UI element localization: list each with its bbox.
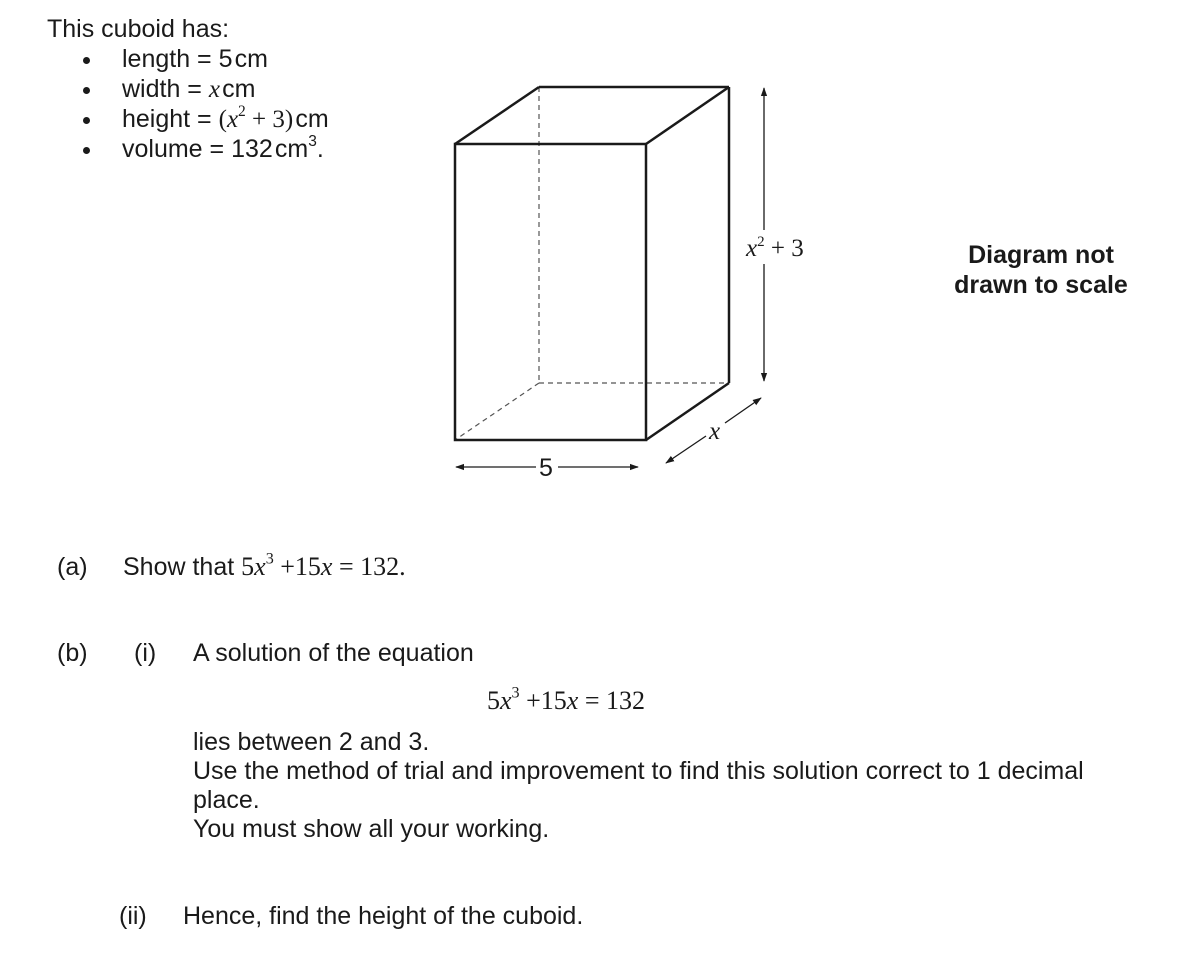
part-b-i-intro: A solution of the equation — [193, 639, 474, 667]
intro-heading: This cuboid has: — [47, 15, 230, 43]
part-b-i-instruction-cont: place. — [193, 786, 260, 814]
part-b-i-instruction: Use the method of trial and improvement to find this solution correct to 1 decimal — [193, 757, 1084, 785]
visible-edges — [455, 87, 729, 440]
part-b-ii-text: Hence, find the height of the cuboid. — [183, 902, 584, 930]
width-item: width = x cm — [122, 75, 256, 103]
length-label: 5 — [539, 454, 553, 482]
part-b-i-label: (i) — [134, 639, 157, 667]
volume-item: volume = 132 $cm^3$. — [122, 132, 324, 163]
height-label: $x^2 + 3$ — [746, 234, 804, 262]
part-a-label: (a) — [57, 553, 88, 581]
length-item: length = 5 cm — [122, 45, 268, 73]
height-item: height = $(x^2 + 3)$ cm — [122, 102, 329, 133]
part-b-i-range: lies between 2 and 3. — [193, 728, 430, 756]
hidden-edges — [455, 87, 729, 440]
part-a-text: Show that $5x^3 +15x = 132$. — [123, 550, 406, 581]
width-label: x — [709, 418, 721, 445]
part-b-ii-label: (ii) — [119, 902, 147, 930]
part-b-label: (b) — [57, 639, 88, 667]
part-b-i-working-note: You must show all your working. — [193, 815, 550, 843]
equation: $5x^3 +15x = 132$ — [487, 684, 645, 715]
scale-note: Diagram not drawn to scale — [954, 241, 1128, 299]
